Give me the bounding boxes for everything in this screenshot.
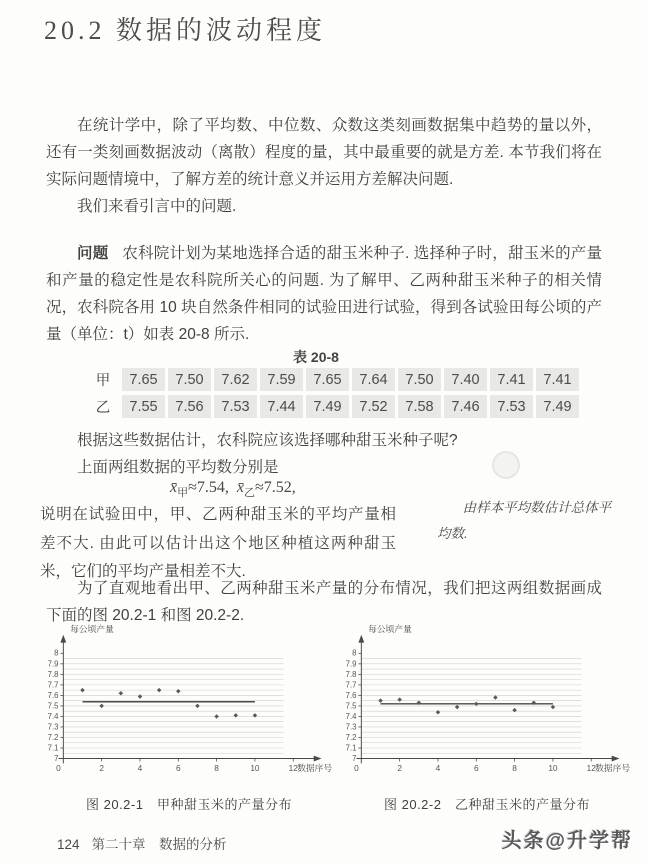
section-title: 20.2 数据的波动程度 [44, 16, 327, 45]
paragraph-intro: 在统计学中，除了平均数、中位数、众数这类刻画数据集中趋势的量以外，还有一类刻画数据波动（离散）程度的量，其中最重要的就是方差. 本节我们将在实际问题情境中，了解方差的统计意义并运用方差解决问题. [46, 117, 602, 188]
table-cell: 7.58 [398, 395, 441, 418]
table-cell: 7.65 [122, 368, 165, 391]
svg-text:8: 8 [214, 764, 219, 774]
table-cell: 7.41 [536, 368, 579, 391]
table-cell: 7.53 [490, 395, 533, 418]
yield-table-body [87, 368, 579, 418]
row-label: 乙 [95, 400, 111, 416]
svg-text:每公顷产量: 每公顷产量 [70, 623, 114, 634]
table-cell: 7.55 [122, 395, 165, 418]
svg-text:6: 6 [473, 764, 479, 774]
svg-text:4: 4 [435, 764, 441, 774]
intro-block [46, 112, 602, 220]
svg-text:7.5: 7.5 [345, 701, 357, 711]
chart-yi-caption: 图 20.2-2 乙种甜玉米的产量分布 [384, 797, 590, 812]
svg-text:7.6: 7.6 [345, 690, 357, 700]
chart-jia-caption: 图 20.2-1 甲种甜玉米的产量分布 [86, 797, 292, 812]
svg-text:数据序号: 数据序号 [595, 763, 631, 774]
svg-text:8: 8 [512, 764, 517, 774]
thought-bubble-icon [492, 451, 520, 479]
svg-text:数据序号: 数据序号 [297, 763, 333, 774]
table-cell: 7.56 [168, 395, 211, 418]
svg-text:7: 7 [54, 753, 59, 763]
table-cell: 7.62 [214, 368, 257, 391]
table-cell: 7.53 [214, 395, 257, 418]
scatter-plot [38, 620, 340, 786]
svg-text:7.3: 7.3 [345, 722, 357, 732]
table-row [87, 395, 579, 418]
yield-table [84, 364, 582, 422]
svg-text:7.8: 7.8 [47, 669, 59, 679]
table-cell: 7.59 [260, 368, 303, 391]
mean-formula [170, 479, 304, 500]
svg-text:7.5: 7.5 [47, 701, 59, 711]
row-label: 甲 [95, 373, 111, 389]
svg-text:7.8: 7.8 [345, 669, 357, 679]
svg-text:6: 6 [175, 764, 181, 774]
watermark: 头条@升学帮 [501, 830, 633, 852]
svg-text:7.2: 7.2 [47, 732, 59, 742]
svg-text:7.7: 7.7 [345, 680, 357, 690]
xbar-symbol: x̄ [236, 479, 244, 496]
table-cell: 7.49 [536, 395, 579, 418]
svg-text:7.4: 7.4 [345, 711, 357, 721]
svg-text:7: 7 [352, 753, 357, 763]
svg-text:7.1: 7.1 [345, 743, 357, 753]
table-cell: 7.46 [444, 395, 487, 418]
table-cell: 7.50 [168, 368, 211, 391]
table-cell: 7.64 [352, 368, 395, 391]
table-cell: 7.50 [398, 368, 441, 391]
svg-text:8: 8 [352, 648, 357, 658]
svg-text:2: 2 [99, 764, 104, 774]
paragraph-visual-intro: 为了直观地看出甲、乙两种甜玉米产量的分布情况，我们把这两组数据画成下面的图 20.2-1 和图 20.2-2. [46, 580, 602, 624]
svg-text:12: 12 [288, 764, 298, 774]
svg-text:7.9: 7.9 [345, 659, 357, 669]
chapter-title: 第二十章 数据的分析 [91, 837, 227, 852]
page-footer [57, 833, 227, 853]
svg-text:7.7: 7.7 [47, 680, 59, 690]
mean-jia [170, 479, 229, 500]
problem-label: 问题 [77, 245, 109, 262]
table-cell: 7.52 [352, 395, 395, 418]
table-cell: 7.65 [306, 368, 349, 391]
table-cell: 7.40 [444, 368, 487, 391]
chart-jia [38, 620, 340, 813]
svg-text:7.3: 7.3 [47, 722, 59, 732]
svg-text:7.4: 7.4 [47, 711, 59, 721]
svg-text:7.1: 7.1 [47, 743, 59, 753]
paragraph-lead-in: 我们来看引言中的问题. [77, 198, 237, 215]
svg-text:4: 4 [137, 764, 143, 774]
subscript-jia: 甲 [177, 487, 189, 500]
svg-text:10: 10 [548, 764, 558, 774]
mean-jia-value: ≈7.54, [188, 479, 229, 496]
margin-note: 由样本平均数估计总体平均数. [437, 500, 612, 541]
table-row [87, 368, 579, 391]
svg-text:每公顷产量: 每公顷产量 [368, 623, 412, 634]
table-cell: 7.44 [260, 395, 303, 418]
scatter-plot [336, 620, 638, 786]
svg-text:0: 0 [354, 764, 359, 774]
table-caption: 表 20-8 [293, 349, 339, 365]
mean-yi [236, 479, 296, 500]
xbar-symbol: x̄ [170, 479, 178, 496]
mean-yi-value: ≈7.52, [255, 479, 296, 496]
table-cell: 7.41 [490, 368, 533, 391]
svg-text:12: 12 [586, 764, 596, 774]
page-number: 124 [57, 837, 80, 852]
problem-body: 农科院计划为某地选择合适的甜玉米种子. 选择种子时，甜玉米的产量和产量的稳定性是农科院所关心的问题. 为了解甲、乙两种甜玉米种子的相关情况，农科院各用 10 块自然条件相同的试验田进行试验，得到各试验田每公顷的产量（单位：t）如表 20-8 所示. [46, 245, 602, 343]
subscript-yi: 乙 [244, 487, 255, 500]
paragraph-means-intro: 上面两组数据的平均数分别是 [77, 459, 279, 476]
svg-text:7.9: 7.9 [47, 659, 59, 669]
chart-yi [336, 620, 638, 813]
paragraph-explain: 说明在试验田中，甲、乙两种甜玉米的平均产量相差不大. 由此可以估计出这个地区种植这两种甜玉米，它们的平均产量相差不大. [40, 506, 396, 580]
svg-text:7.6: 7.6 [47, 690, 59, 700]
svg-text:2: 2 [397, 764, 402, 774]
svg-text:8: 8 [54, 648, 59, 658]
svg-text:7.2: 7.2 [345, 732, 357, 742]
table-cell: 7.49 [306, 395, 349, 418]
svg-text:10: 10 [250, 764, 260, 774]
paragraph-problem [46, 240, 602, 348]
paragraph-question: 根据这些数据估计，农科院应该选择哪种甜玉米种子呢? [77, 432, 458, 449]
svg-text:0: 0 [56, 764, 61, 774]
